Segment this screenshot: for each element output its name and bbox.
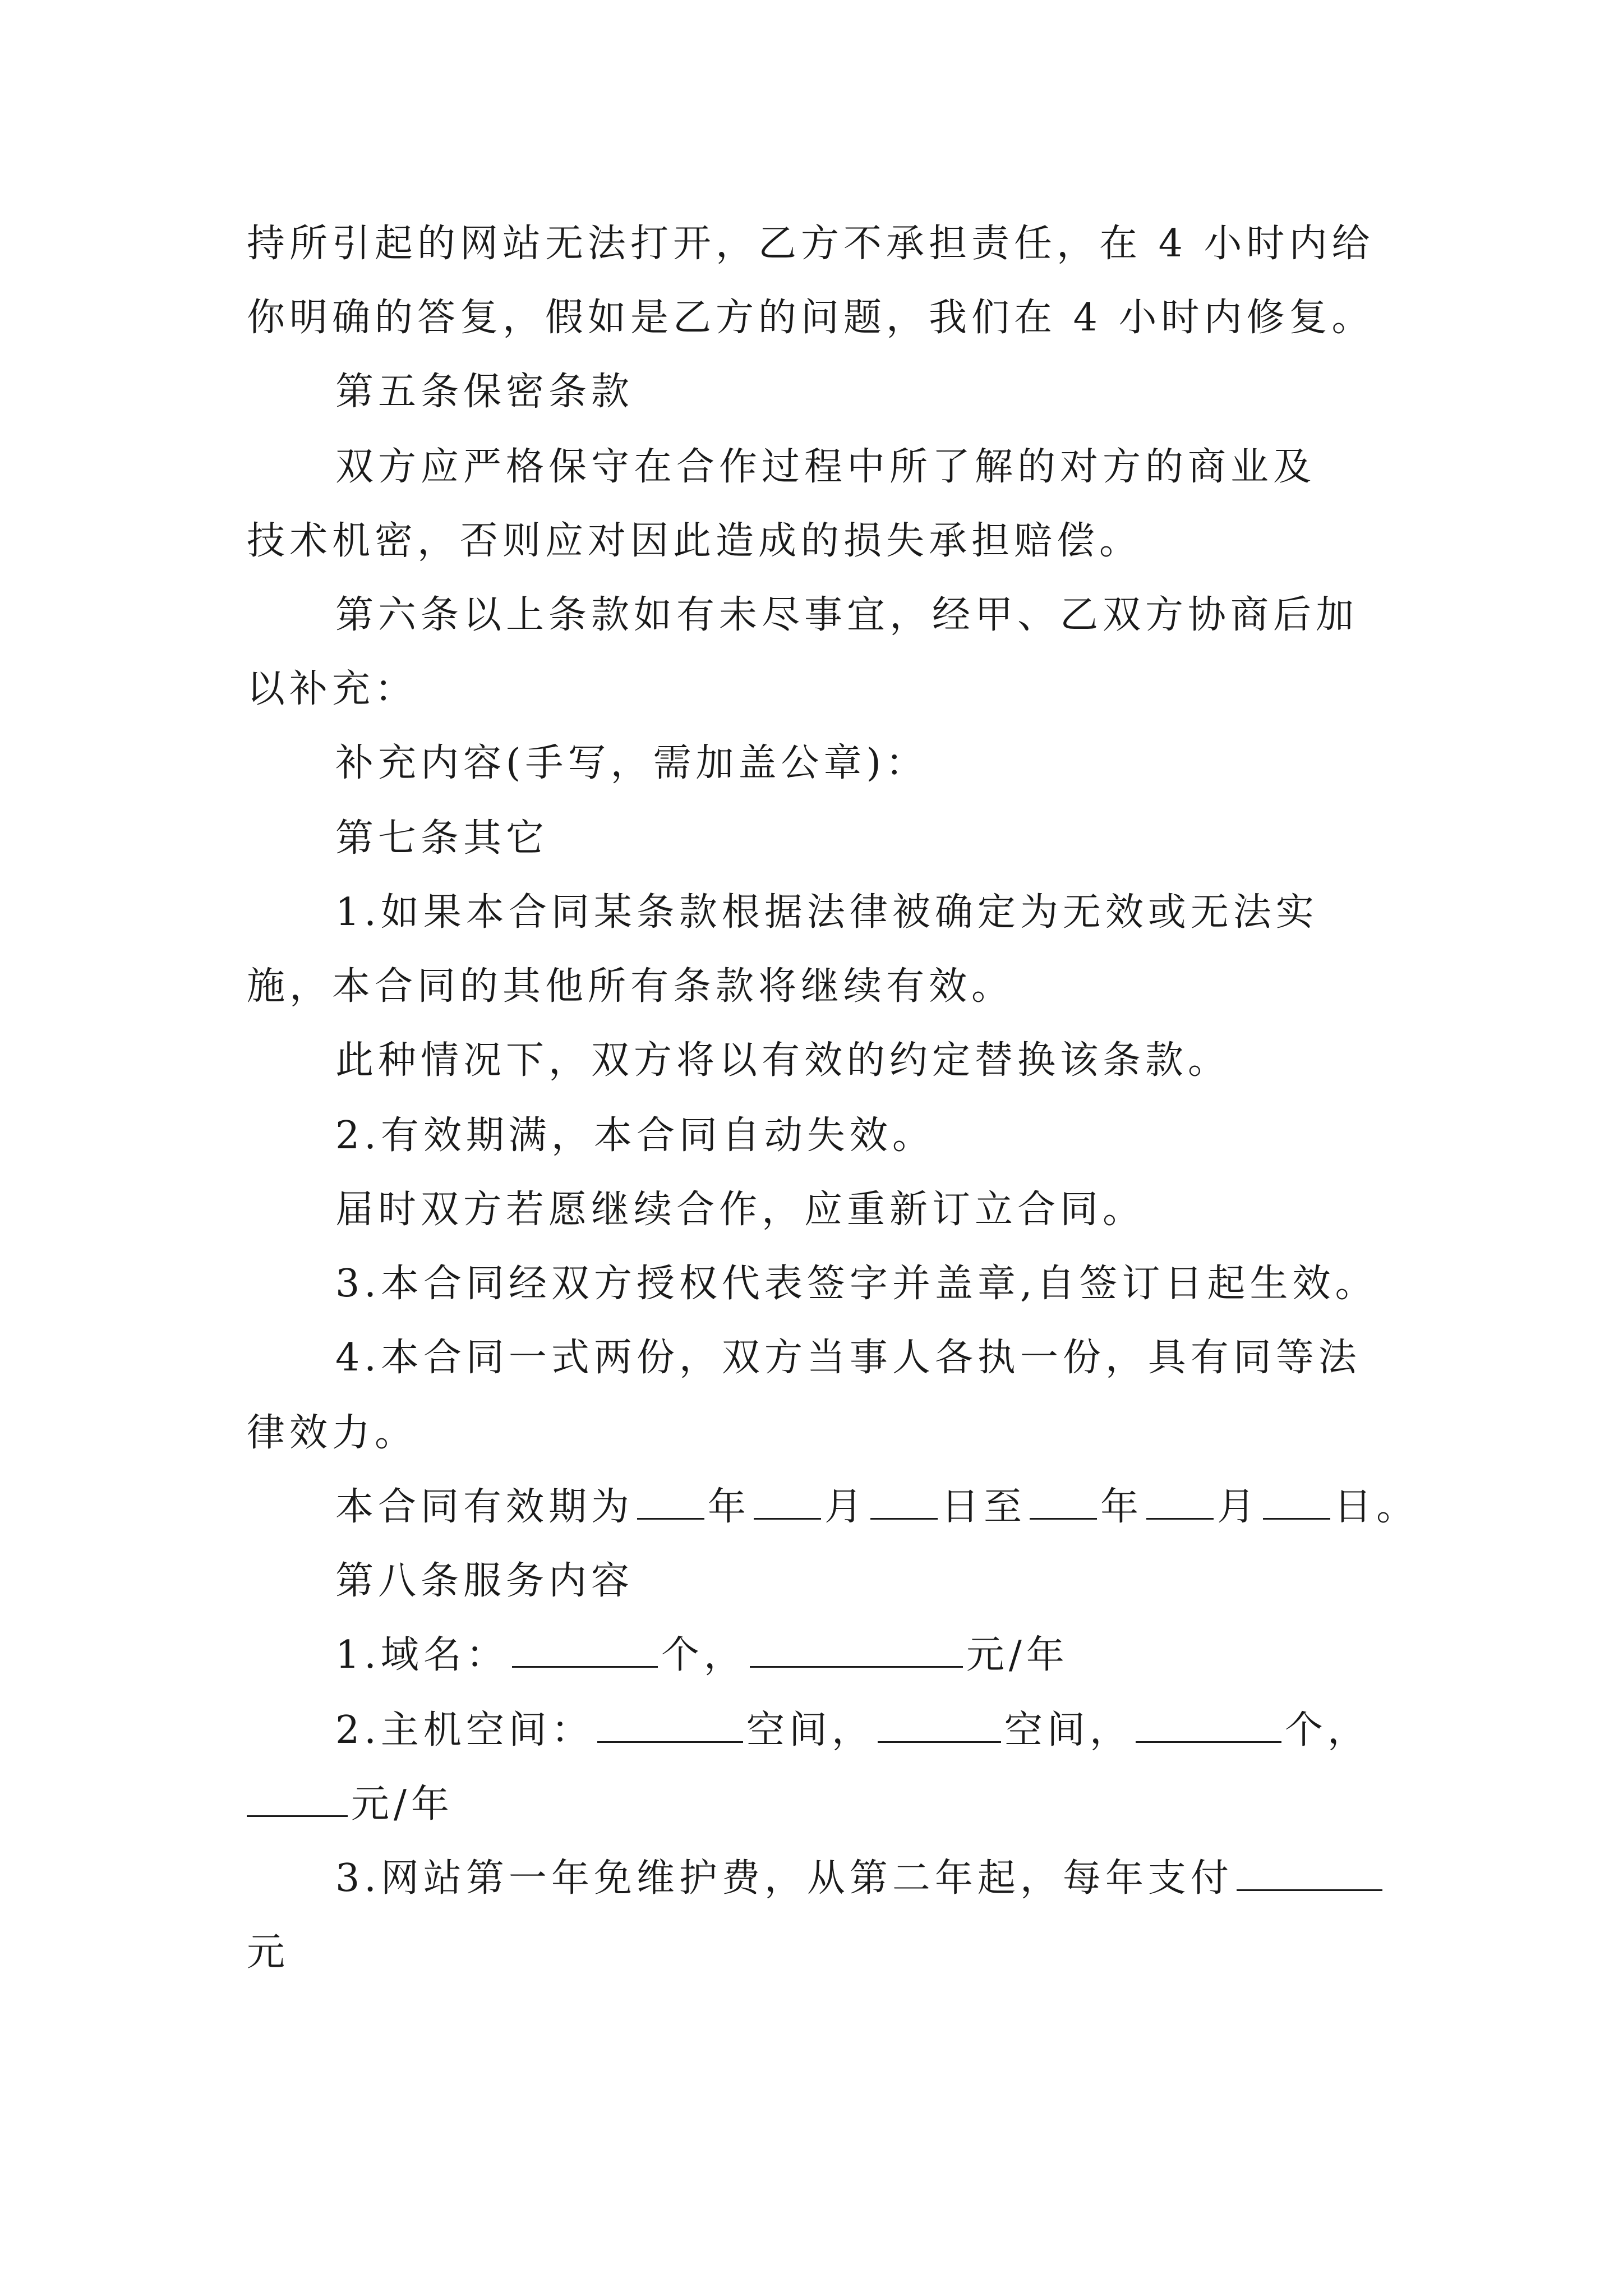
validity-year-2: 年 xyxy=(1100,1485,1144,1529)
blank-field[interactable] xyxy=(637,1483,704,1520)
paragraph-line: 此种情况下，双方将以有效的约定替换该条款。 xyxy=(335,1038,1231,1083)
blank-field[interactable] xyxy=(597,1706,743,1743)
paragraph-line: 以补充： xyxy=(247,667,418,711)
paragraph-line: 持所引起的网站无法打开，乙方不承担责任，在 4 小时内给 xyxy=(247,222,1375,266)
paragraph-line: 2.有效期满，本合同自动失效。 xyxy=(335,1114,935,1158)
paragraph-line: 第六条以上条款如有未尽事宜，经甲、乙双方协商后加 xyxy=(335,593,1359,637)
paragraph-line: 补充内容(手写，需加盖公章)： xyxy=(335,741,929,785)
validity-day-1: 日至 xyxy=(941,1485,1027,1529)
blank-field[interactable] xyxy=(1136,1706,1281,1743)
blank-field[interactable] xyxy=(750,1631,963,1668)
paragraph-line: 律效力。 xyxy=(247,1411,418,1455)
host-unit-3: 个， xyxy=(1284,1708,1370,1752)
blank-field[interactable] xyxy=(754,1483,821,1520)
host-unit-1: 空间， xyxy=(746,1708,874,1752)
host-label: 2.主机空间： xyxy=(335,1708,594,1752)
blank-field[interactable] xyxy=(1146,1483,1214,1520)
maintenance-text: 3.网站第一年免维护费，从第二年起，每年支付 xyxy=(335,1856,1233,1901)
validity-month-2: 月 xyxy=(1217,1485,1260,1529)
paragraph-line: 你明确的答复，假如是乙方的问题，我们在 4 小时内修复。 xyxy=(247,296,1375,340)
paragraph-line: 施，本合同的其他所有条款将继续有效。 xyxy=(247,964,1015,1009)
domain-label: 1.域名： xyxy=(335,1633,509,1677)
section-heading: 第七条其它 xyxy=(335,816,549,861)
validity-year-1: 年 xyxy=(708,1485,751,1529)
validity-month-1: 月 xyxy=(824,1485,868,1529)
validity-prefix: 本合同有效期为 xyxy=(335,1485,634,1529)
validity-day-2: 日。 xyxy=(1334,1485,1419,1529)
blank-field[interactable] xyxy=(878,1706,1001,1743)
blank-field[interactable] xyxy=(870,1483,938,1520)
host-line-continued xyxy=(247,1779,454,1830)
host-price-unit: 元/年 xyxy=(351,1782,454,1826)
blank-field[interactable] xyxy=(1030,1483,1097,1520)
blank-field[interactable] xyxy=(1263,1483,1330,1520)
section-heading: 第八条服务内容 xyxy=(335,1559,634,1603)
domain-line xyxy=(335,1630,1069,1681)
blank-field[interactable] xyxy=(512,1631,658,1668)
maintenance-line xyxy=(335,1853,1386,1904)
host-line xyxy=(335,1705,1370,1756)
paragraph-line: 届时双方若愿继续合作，应重新订立合同。 xyxy=(335,1188,1146,1232)
blank-field[interactable] xyxy=(247,1780,348,1817)
paragraph-line: 双方应严格保守在合作过程中所了解的对方的商业及 xyxy=(335,445,1316,489)
paragraph-line: 3.本合同经双方授权代表签字并盖章,自签订日起生效。 xyxy=(335,1262,1378,1306)
domain-unit: 个， xyxy=(661,1633,746,1677)
validity-line xyxy=(335,1482,1419,1533)
host-unit-2: 空间， xyxy=(1004,1708,1132,1752)
paragraph-line: 1.如果本合同某条款根据法律被确定为无效或无法实 xyxy=(335,890,1318,935)
domain-price-unit: 元/年 xyxy=(966,1633,1069,1677)
blank-field[interactable] xyxy=(1237,1855,1382,1891)
paragraph-line: 技术机密，否则应对因此造成的损失承担赔偿。 xyxy=(247,519,1142,563)
maintenance-unit: 元 xyxy=(247,1930,290,1975)
paragraph-line: 4.本合同一式两份，双方当事人各执一份，具有同等法 xyxy=(335,1336,1361,1380)
section-heading: 第五条保密条款 xyxy=(335,370,634,414)
